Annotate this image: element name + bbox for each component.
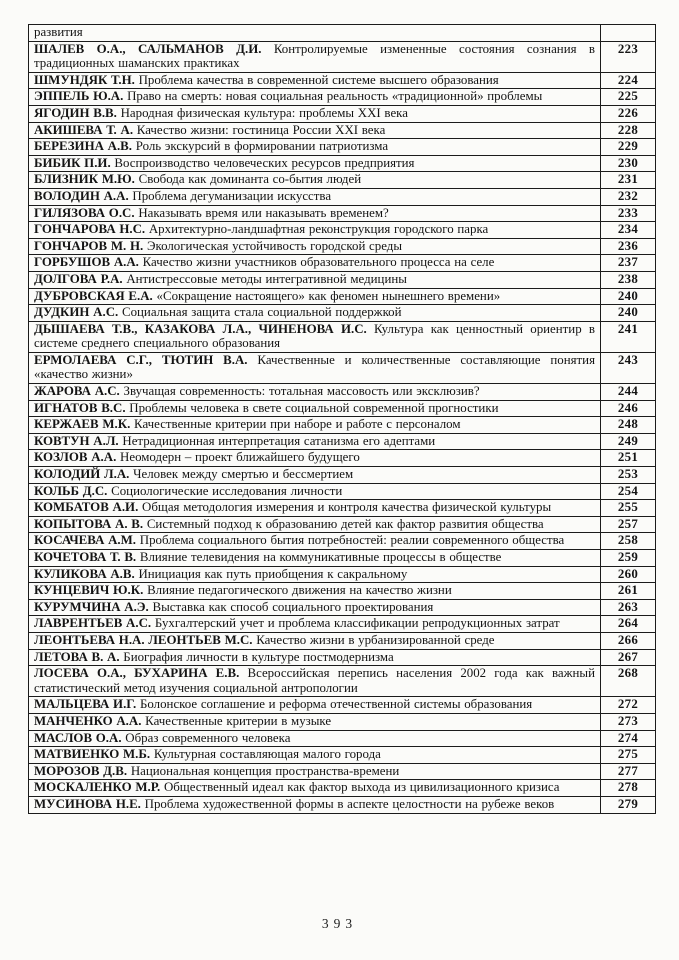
- entry-title: Общественный идеал как фактор выхода из цивилизационного кризиса: [163, 780, 560, 795]
- entry-title: Свобода как доминанта со-бытия людей: [138, 172, 362, 187]
- entry-authors: МАТВИЕНКО М.Б.: [34, 747, 151, 762]
- entry-page-number: 279: [601, 796, 656, 813]
- toc-row: [29, 72, 656, 89]
- toc-row: [29, 352, 656, 383]
- entry-text-cell: [29, 139, 601, 156]
- entry-authors: МУСИНОВА Н.Е.: [34, 796, 141, 811]
- entry-page-number: 238: [601, 271, 656, 288]
- entry-page-number: 274: [601, 730, 656, 747]
- toc-row: [29, 433, 656, 450]
- entry-title: Качество жизни участников образовательного процесса на селе: [142, 255, 495, 270]
- entry-title: Экологическая устойчивость городской среды: [146, 238, 402, 253]
- entry-title: Национальная концепция пространства-времени: [130, 763, 400, 778]
- entry-title: Неомодерн – проект ближайшего будущего: [120, 450, 360, 465]
- entry-page-number: 230: [601, 155, 656, 172]
- entry-title: Антистрессовые методы интегративной медицины: [126, 271, 407, 286]
- entry-authors: МАЛЬЦЕВА И.Г.: [34, 697, 137, 712]
- entry-authors: БЛИЗНИК М.Ю.: [34, 172, 135, 187]
- entry-page-number: 241: [601, 321, 656, 352]
- entry-title: Воспроизводство человеческих ресурсов предприятия: [114, 155, 415, 170]
- entry-authors: ГИЛЯЗОВА О.С.: [34, 205, 135, 220]
- toc-row: [29, 205, 656, 222]
- entry-title: Проблема качества в современной системе высшего образования: [138, 72, 499, 87]
- toc-row: [29, 747, 656, 764]
- entry-page-number: 261: [601, 583, 656, 600]
- entry-authors: КОСАЧЕВА А.М.: [34, 533, 137, 548]
- entry-text-cell: [29, 780, 601, 797]
- entry-page-number: 277: [601, 763, 656, 780]
- entry-page-number: 248: [601, 417, 656, 434]
- entry-text-cell: [29, 747, 601, 764]
- entry-page-number: 244: [601, 384, 656, 401]
- toc-row: [29, 25, 656, 42]
- entry-text-cell: [29, 105, 601, 122]
- entry-authors: КОЛОДИЙ Л.А.: [34, 467, 130, 482]
- entry-authors: ГОНЧАРОВА Н.С.: [34, 222, 146, 237]
- entry-page-number: 231: [601, 172, 656, 189]
- entry-title: Всероссийская перепись населения 2002 года как важный статистический метод изучения социальной антропологии: [34, 666, 595, 695]
- entry-title: Нетрадиционная интерпретация сатанизма его адептами: [122, 433, 436, 448]
- toc-row: [29, 417, 656, 434]
- entry-authors: ДУДКИН А.С.: [34, 305, 119, 320]
- entry-title: Проблема дегуманизации искусства: [132, 188, 332, 203]
- toc-row: [29, 105, 656, 122]
- entry-page-number: 236: [601, 238, 656, 255]
- entry-title: Социологические исследования личности: [111, 483, 343, 498]
- entry-authors: КОЧЕТОВА Т. В.: [34, 550, 137, 564]
- entry-text-cell: [29, 483, 601, 500]
- entry-title: Выставка как способ социального проектирования: [152, 599, 434, 614]
- entry-page-number: 233: [601, 205, 656, 222]
- entry-authors: КЕРЖАЕВ М.К.: [34, 417, 131, 432]
- entry-text-cell: [29, 616, 601, 633]
- entry-text-cell: [29, 384, 601, 401]
- entry-text-cell: [29, 155, 601, 172]
- entry-page-number: [601, 25, 656, 42]
- toc-row: [29, 666, 656, 697]
- entry-authors: КОЛЬБ Д.С.: [34, 483, 108, 498]
- entry-authors: КОЗЛОВ А.А.: [34, 450, 117, 465]
- entry-title: Человек между смертью и бессмертием: [133, 467, 354, 482]
- entry-text-cell: [29, 25, 601, 42]
- entry-authors: КОПЫТОВА А. В.: [34, 516, 144, 531]
- entry-text-cell: [29, 550, 601, 567]
- entry-text-cell: [29, 796, 601, 813]
- entry-text-cell: [29, 205, 601, 222]
- toc-row: [29, 222, 656, 239]
- entry-authors: ЛАВРЕНТЬЕВ А.С.: [34, 616, 152, 631]
- toc-row: [29, 780, 656, 797]
- entry-title: Инициация как путь приобщения к сакральному: [138, 566, 408, 581]
- entry-text-cell: [29, 433, 601, 450]
- entry-page-number: 249: [601, 433, 656, 450]
- entry-page-number: 246: [601, 400, 656, 417]
- entry-page-number: 275: [601, 747, 656, 764]
- entry-title: Проблема художественной формы в аспекте целостности на рубеже веков: [144, 796, 555, 811]
- entry-text-cell: [29, 271, 601, 288]
- entry-title: Народная физическая культура: проблемы XXI века: [120, 105, 408, 120]
- toc-table-body: [29, 25, 656, 814]
- entry-text-cell: [29, 400, 601, 417]
- toc-row: [29, 271, 656, 288]
- entry-authors: ИГНАТОВ В.С.: [34, 400, 126, 415]
- toc-row: [29, 238, 656, 255]
- toc-row: [29, 516, 656, 533]
- entry-title: Контролируемые измененные состояния сознания в традиционных шаманских практиках: [34, 41, 595, 71]
- entry-title: Наказывать время или наказывать временем?: [138, 205, 389, 220]
- toc-row: [29, 139, 656, 156]
- entry-title: Качество жизни в урбанизированной среде: [256, 632, 495, 647]
- entry-text-cell: [29, 713, 601, 730]
- entry-title: Роль экскурсий в формировании патриотизма: [135, 139, 389, 154]
- entry-text-cell: [29, 188, 601, 205]
- entry-authors: БИБИК П.И.: [34, 155, 111, 170]
- entry-text-cell: [29, 697, 601, 714]
- entry-authors: ШАЛЕВ О.А., САЛЬМАНОВ Д.И.: [34, 41, 262, 56]
- toc-row: [29, 533, 656, 550]
- entry-title: Болонское соглашение и реформа отечественной системы образования: [140, 697, 533, 712]
- entry-text-cell: [29, 632, 601, 649]
- entry-text-cell: [29, 321, 601, 352]
- entry-text-cell: [29, 255, 601, 272]
- entry-authors: ГОНЧАРОВ М. Н.: [34, 238, 144, 253]
- toc-table: [28, 24, 656, 814]
- entry-text-cell: [29, 599, 601, 616]
- entry-page-number: 240: [601, 305, 656, 322]
- entry-authors: ЛЕОНТЬЕВА Н.А. ЛЕОНТЬЕВ М.С.: [34, 632, 253, 647]
- entry-text-cell: [29, 500, 601, 517]
- entry-authors: МАСЛОВ О.А.: [34, 730, 122, 745]
- entry-text-cell: [29, 72, 601, 89]
- toc-row: [29, 730, 656, 747]
- entry-page-number: 266: [601, 632, 656, 649]
- entry-title: Культура как ценностный ориентир в системе среднего специального образования: [34, 321, 595, 351]
- entry-page-number: 273: [601, 713, 656, 730]
- entry-authors: АКИШЕВА Т. А.: [34, 122, 134, 137]
- toc-row: [29, 288, 656, 305]
- toc-row: [29, 483, 656, 500]
- entry-authors: ЭППЕЛЬ Ю.А.: [34, 89, 124, 104]
- entry-authors: БЕРЕЗИНА А.В.: [34, 139, 132, 154]
- entry-text-cell: [29, 467, 601, 484]
- entry-authors: ДОЛГОВА Р.А.: [34, 271, 123, 286]
- entry-text-cell: [29, 417, 601, 434]
- entry-text-cell: [29, 352, 601, 383]
- entry-text-cell: [29, 533, 601, 550]
- entry-title: Право на смерть: новая социальная реальность «традиционной» проблемы: [127, 89, 543, 104]
- entry-page-number: 234: [601, 222, 656, 239]
- entry-authors: ЯГОДИН В.В.: [34, 105, 117, 120]
- entry-title: Бухгалтерский учет и проблема классификации репродукционных затрат: [154, 616, 560, 631]
- entry-page-number: 268: [601, 666, 656, 697]
- toc-row: [29, 697, 656, 714]
- entry-title: Культурная составляющая малого города: [153, 747, 381, 762]
- toc-row: [29, 255, 656, 272]
- toc-row: [29, 566, 656, 583]
- entry-title: Образ современного человека: [125, 730, 291, 745]
- entry-text-cell: [29, 89, 601, 106]
- toc-row: [29, 89, 656, 106]
- entry-text-cell: [29, 41, 601, 72]
- entry-text-cell: [29, 450, 601, 467]
- entry-page-number: 257: [601, 516, 656, 533]
- toc-row: [29, 321, 656, 352]
- entry-page-number: 228: [601, 122, 656, 139]
- entry-title: Системный подход к образованию детей как фактор развития общества: [146, 516, 544, 531]
- toc-row: [29, 384, 656, 401]
- entry-text-cell: [29, 763, 601, 780]
- entry-title: Качественные критерии в музыке: [145, 713, 332, 728]
- entry-title: Качество жизни: гостиница России XXI века: [136, 122, 386, 137]
- entry-authors: МОРОЗОВ Д.В.: [34, 763, 128, 778]
- entry-page-number: 229: [601, 139, 656, 156]
- entry-text-cell: [29, 172, 601, 189]
- entry-page-number: 223: [601, 41, 656, 72]
- entry-text-cell: [29, 288, 601, 305]
- toc-row: [29, 188, 656, 205]
- entry-authors: КУЛИКОВА А.В.: [34, 566, 135, 581]
- entry-authors: ЖАРОВА А.С.: [34, 384, 120, 399]
- entry-authors: КОВТУН А.Л.: [34, 433, 119, 448]
- entry-text-cell: [29, 516, 601, 533]
- toc-row: [29, 450, 656, 467]
- entry-authors: МАНЧЕНКО А.А.: [34, 713, 142, 728]
- toc-row: [29, 41, 656, 72]
- entry-title: Проблемы человека в свете социальной современной прогностики: [129, 400, 499, 415]
- entry-page-number: 243: [601, 352, 656, 383]
- entry-authors: МОСКАЛЕНКО М.Р.: [34, 780, 161, 795]
- toc-row: [29, 599, 656, 616]
- entry-page-number: 259: [601, 550, 656, 567]
- entry-page-number: 237: [601, 255, 656, 272]
- entry-title: Влияние телевидения на коммуникативные процессы в обществе: [139, 550, 502, 564]
- entry-page-number: 264: [601, 616, 656, 633]
- entry-authors: КОМБАТОВ А.И.: [34, 500, 139, 515]
- entry-title: Архитектурно-ландшафтная реконструкция городского парка: [148, 222, 489, 237]
- entry-authors: ШМУНДЯК Т.Н.: [34, 72, 135, 87]
- toc-row: [29, 172, 656, 189]
- entry-authors: КУРУМЧИНА А.Э.: [34, 599, 149, 614]
- entry-page-number: 224: [601, 72, 656, 89]
- toc-row: [29, 122, 656, 139]
- entry-page-number: 232: [601, 188, 656, 205]
- entry-authors: ЛЕТОВА В. А.: [34, 649, 120, 664]
- entry-text-cell: [29, 649, 601, 666]
- entry-authors: ЕРМОЛАЕВА С.Г., ТЮТИН В.А.: [34, 352, 248, 367]
- entry-authors: КУНЦЕВИЧ Ю.К.: [34, 583, 144, 598]
- entry-title: «Сокращение настоящего» как феномен нынешнего времени»: [156, 288, 501, 303]
- entry-title: развития: [34, 25, 83, 39]
- toc-row: [29, 400, 656, 417]
- entry-title: Проблема социального бытия потребностей: реалии современного общества: [139, 533, 565, 548]
- entry-page-number: 267: [601, 649, 656, 666]
- toc-row: [29, 763, 656, 780]
- entry-title: Звучащая современность: тотальная массовость или эксклюзив?: [123, 384, 480, 399]
- entry-authors: ДЫШАЕВА Т.В., КАЗАКОВА Л.А., ЧИНЕНОВА И.С.: [34, 321, 367, 336]
- entry-authors: ДУБРОВСКАЯ Е.А.: [34, 288, 153, 303]
- entry-page-number: 251: [601, 450, 656, 467]
- entry-text-cell: [29, 222, 601, 239]
- toc-row: [29, 305, 656, 322]
- entry-text-cell: [29, 666, 601, 697]
- entry-title: Биография личности в культуре постмодернизма: [123, 649, 394, 664]
- entry-title: Качественные и количественные составляющие понятия «качество жизни»: [34, 352, 595, 382]
- entry-page-number: 240: [601, 288, 656, 305]
- toc-row: [29, 616, 656, 633]
- entry-text-cell: [29, 122, 601, 139]
- entry-text-cell: [29, 238, 601, 255]
- entry-page-number: 272: [601, 697, 656, 714]
- entry-page-number: 258: [601, 533, 656, 550]
- entry-page-number: 254: [601, 483, 656, 500]
- entry-page-number: 225: [601, 89, 656, 106]
- toc-row: [29, 155, 656, 172]
- entry-title: Общая методология измерения и контроля качества физической культуры: [142, 500, 552, 515]
- entry-text-cell: [29, 566, 601, 583]
- entry-title: Влияние педагогического движения на качество жизни: [147, 583, 452, 598]
- entry-page-number: 263: [601, 599, 656, 616]
- entry-authors: ВОЛОДИН А.А.: [34, 188, 129, 203]
- entry-text-cell: [29, 305, 601, 322]
- toc-row: [29, 500, 656, 517]
- toc-row: [29, 649, 656, 666]
- entry-title: Качественные критерии при наборе и работе с персоналом: [134, 417, 461, 432]
- entry-text-cell: [29, 583, 601, 600]
- footer-page-number: 393: [321, 916, 358, 931]
- entry-page-number: 278: [601, 780, 656, 797]
- entry-authors: ЛОСЕВА О.А., БУХАРИНА Е.В.: [34, 666, 240, 681]
- entry-page-number: 255: [601, 500, 656, 517]
- entry-title: Социальная защита стала социальной поддержкой: [121, 305, 402, 320]
- toc-row: [29, 583, 656, 600]
- toc-row: [29, 796, 656, 813]
- toc-row: [29, 632, 656, 649]
- entry-page-number: 226: [601, 105, 656, 122]
- toc-row: [29, 467, 656, 484]
- toc-row: [29, 713, 656, 730]
- entry-page-number: 260: [601, 566, 656, 583]
- entry-text-cell: [29, 730, 601, 747]
- entry-page-number: 253: [601, 467, 656, 484]
- entry-authors: ГОРБУШОВ А.А.: [34, 255, 139, 270]
- toc-row: [29, 550, 656, 567]
